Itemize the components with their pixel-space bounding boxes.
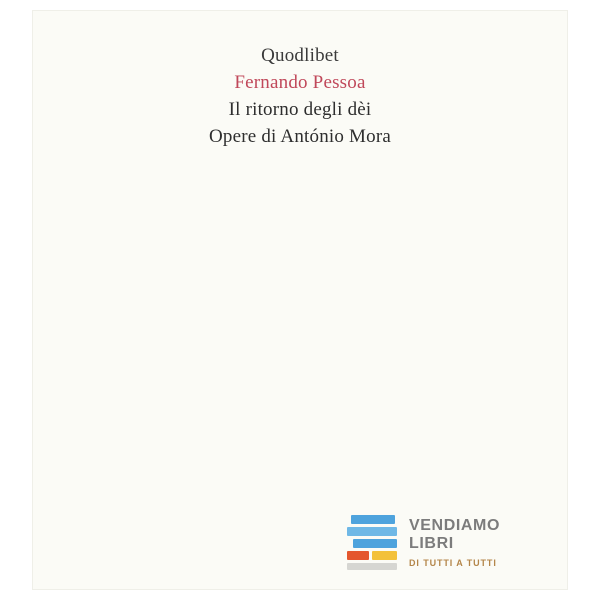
- book-subtitle: Opere di António Mora: [208, 125, 392, 147]
- author-name: Fernando Pessoa: [234, 71, 366, 93]
- book-cover-page: [32, 10, 568, 590]
- publisher-name: Quodlibet: [261, 45, 339, 66]
- book-bar-blue-top: [351, 515, 395, 524]
- logo-tagline: DI TUTTI A TUTTI: [409, 557, 497, 568]
- book-bar-blue-middle: [347, 527, 397, 536]
- logo-line-2: LIBRI: [409, 534, 454, 552]
- logo-wordmark: [409, 517, 537, 568]
- book-bar-grey-base: [347, 563, 397, 570]
- book-bar-red: [347, 551, 369, 560]
- cover-title-block: [33, 43, 567, 151]
- vendiamolibri-logo: [347, 513, 537, 575]
- logo-line-1: VENDIAMO: [409, 517, 501, 534]
- book-bar-yellow: [372, 551, 397, 560]
- book-title: Il ritorno degli dèi: [228, 98, 372, 120]
- stacked-books-icon: [347, 513, 401, 571]
- book-bar-blue-bottom: [353, 539, 397, 548]
